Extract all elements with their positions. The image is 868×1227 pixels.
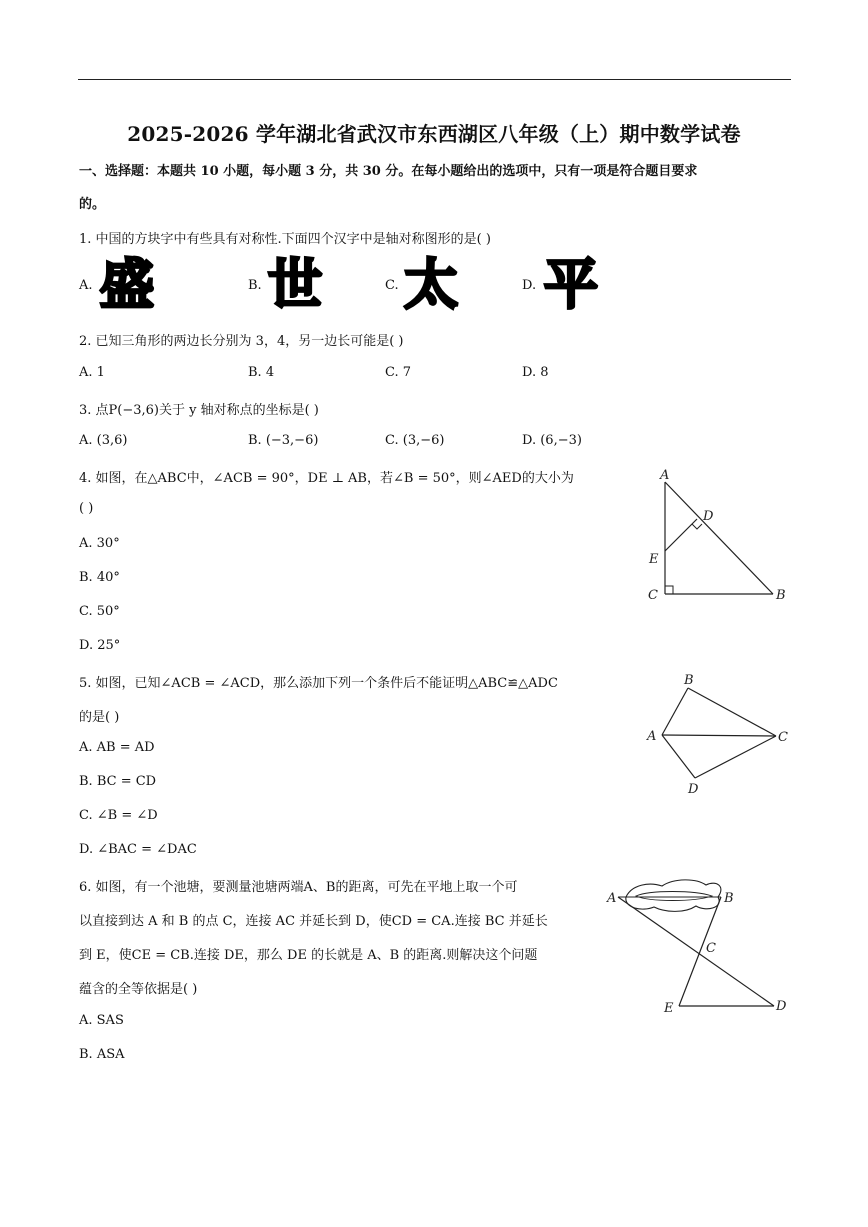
q4-triangle-figure — [640, 462, 800, 612]
q4-option-a: A. 30° — [79, 536, 120, 551]
q5-label-d: D — [688, 782, 699, 797]
q5-stem-cont: 的是( ) — [79, 710, 120, 725]
q3-option-a: A. (3,6) — [79, 433, 128, 448]
q4-label-b: B — [776, 588, 786, 603]
q5-stem: 5. 如图，已知∠ACB = ∠ACD，那么添加下列一个条件后不能证明△ABC≌△ADC — [79, 676, 558, 691]
q1-option-d-label: D. — [522, 278, 537, 293]
q1-option-c-label: C. — [385, 278, 399, 293]
q1-option-a-label: A. — [79, 278, 93, 293]
q6-option-b: B. ASA — [79, 1047, 125, 1062]
q3-stem: 3. 点P(−3,6)关于 y 轴对称点的坐标是( ) — [79, 403, 319, 418]
q4-option-c: C. 50° — [79, 604, 120, 619]
q1-stem: 1. 中国的方块字中有些具有对称性.下面四个汉字中是轴对称图形的是( ) — [79, 232, 491, 247]
q5-label-b: B — [684, 673, 694, 688]
q5-label-a: A — [647, 729, 657, 744]
q5-option-b: B. BC = CD — [79, 774, 157, 789]
q2-option-c: C. 7 — [385, 365, 412, 380]
q6-stem-line3: 到 E，使CE = CB.连接 DE，那么 DE 的长就是 A、B 的距离.则解决这个问题 — [79, 948, 538, 963]
q4-stem: 4. 如图，在△ABC中，∠ACB = 90°，DE ⊥ AB，若∠B = 50°，则∠AED的大小为 — [79, 471, 574, 486]
q1-option-b-label: B. — [248, 278, 262, 293]
q1-option-d-char: 平 — [544, 253, 598, 316]
q6-stem-line2: 以直接到达 A 和 B 的点 C，连接 AC 并延长到 D，使CD = CA.连接 BC 并延长 — [79, 914, 548, 929]
q4-option-d: D. 25° — [79, 638, 121, 653]
q1-option-b-char: 世 — [268, 253, 322, 316]
q1-option-a-char: 盛 — [100, 253, 154, 316]
q4-label-e: E — [649, 552, 659, 567]
section-heading-cont: 的。 — [79, 197, 106, 212]
q5-label-c: C — [778, 730, 788, 745]
page-title: 2025-2026 学年湖北省武汉市东西湖区八年级（上）期中数学试卷 — [127, 122, 741, 146]
q6-pond-figure — [606, 872, 796, 1020]
q6-label-a: A — [607, 891, 617, 906]
q6-label-b: B — [724, 891, 734, 906]
pond-icon — [626, 880, 721, 912]
q4-label-a: A — [660, 468, 670, 483]
q6-label-c: C — [706, 941, 716, 956]
q5-option-c: C. ∠B = ∠D — [79, 808, 158, 823]
q4-label-d: D — [703, 509, 714, 524]
q2-option-b: B. 4 — [248, 365, 275, 380]
q6-stem-line1: 6. 如图，有一个池塘，要测量池塘两端A、B的距离，可先在平地上取一个可 — [79, 880, 518, 895]
q2-option-a: A. 1 — [79, 365, 105, 380]
header-rule — [78, 79, 791, 80]
q3-option-c: C. (3,−6) — [385, 433, 445, 448]
q3-option-d: D. (6,−3) — [522, 433, 582, 448]
q5-option-d: D. ∠BAC = ∠DAC — [79, 842, 197, 857]
section-heading: 一、选择题：本题共 10 小题，每小题 3 分，共 30 分。在每小题给出的选项中，只有一项是符合题目要求 — [79, 164, 698, 179]
q5-option-a: A. AB = AD — [79, 740, 155, 755]
q6-label-e: E — [664, 1001, 674, 1016]
q6-option-a: A. SAS — [79, 1013, 124, 1028]
q4-label-c: C — [648, 588, 658, 603]
q2-stem: 2. 已知三角形的两边长分别为 3，4，另一边长可能是( ) — [79, 334, 404, 349]
q1-option-c-char: 太 — [404, 253, 458, 316]
q4-option-b: B. 40° — [79, 570, 120, 585]
q6-stem-line4: 蕴含的全等依据是( ) — [79, 982, 198, 997]
q2-option-d: D. 8 — [522, 365, 549, 380]
q6-label-d: D — [776, 999, 787, 1014]
q5-quadrilateral-figure — [640, 668, 800, 800]
q3-option-b: B. (−3,−6) — [248, 433, 319, 448]
q4-stem-cont: ( ) — [79, 501, 94, 516]
